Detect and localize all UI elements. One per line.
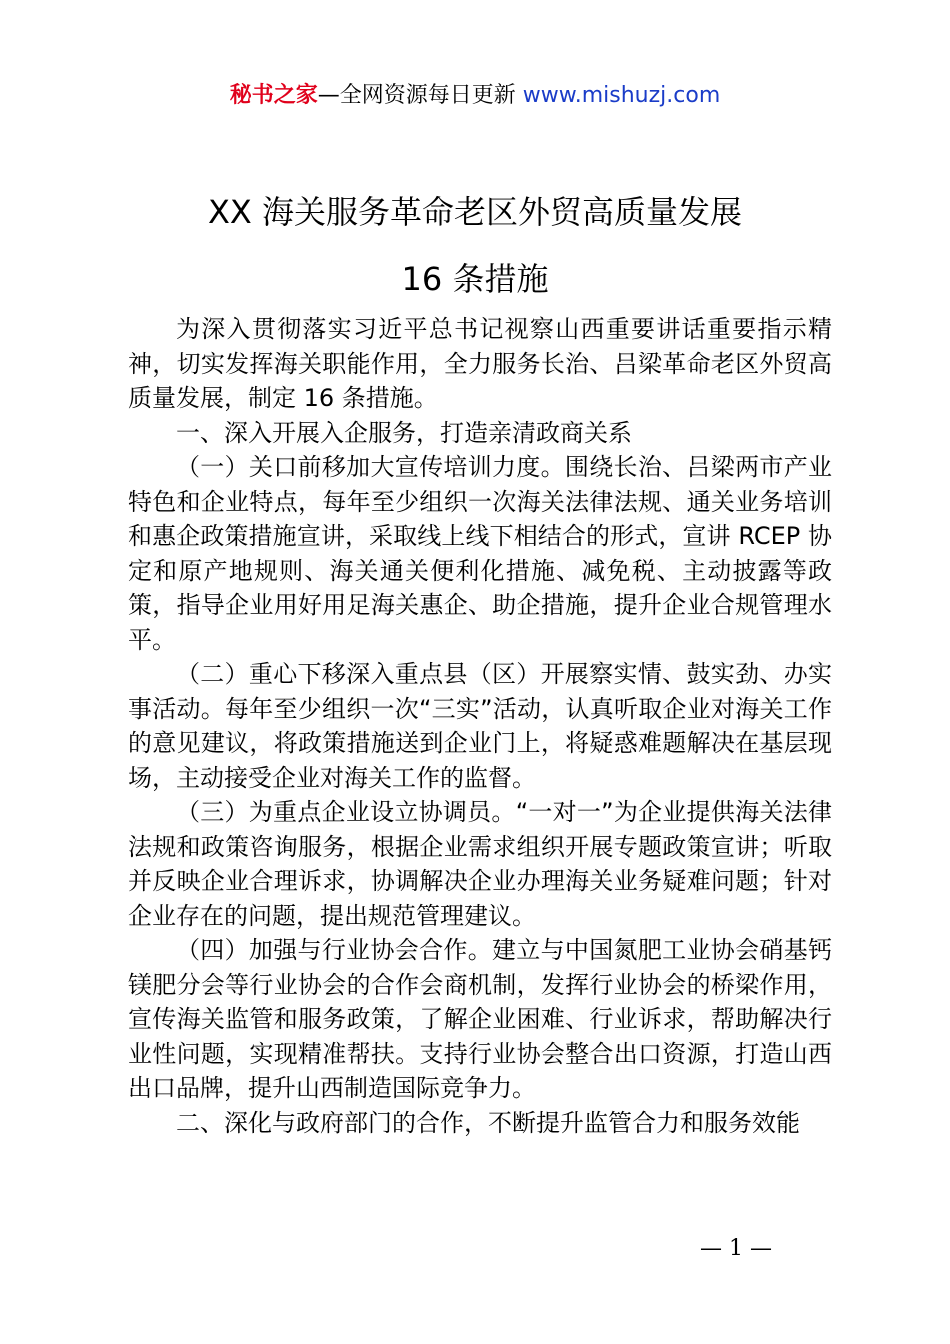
site-header	[0, 80, 950, 112]
document-body	[128, 312, 832, 1140]
section-heading-2: 二、深化与政府部门的合作，不断提升监管合力和服务效能	[176, 1108, 800, 1137]
measure-paragraph-3: （三）为重点企业设立协调员。“一对一”为企业提供海关法律法规和政策咨询服务，根据企业需求组织开展专题政策宣讲；听取并反映企业合理诉求，协调解决企业办理海关业务疑难问题；针对企业存在的问题，提出规范管理建议。	[128, 798, 832, 930]
measure-paragraph-4: （四）加强与行业协会合作。建立与中国氮肥工业协会硝基钙镁肥分会等行业协会的合作会商机制，发挥行业协会的桥梁作用，宣传海关监管和服务政策，了解企业困难、行业诉求，帮助解决行业性问题，实现精准帮扶。支持行业协会整合出口资源，打造山西出口品牌，提升山西制造国际竞争力。	[128, 936, 832, 1102]
measure-paragraph-1: （一）关口前移加大宣传培训力度。围绕长治、吕梁两市产业特色和企业特点，每年至少组织一次海关法律法规、通关业务培训和惠企政策措施宣讲，采取线上线下相结合的形式，宣讲 RCEP 协定和原产地规则、海关通关便利化措施、减免税、主动披露等政策，指导企业用好用足海关惠企、助企措施，提升企业合规管理水平。	[128, 453, 832, 654]
site-url-link[interactable]: www.mishuzj.com	[522, 83, 721, 108]
intro-paragraph: 为深入贯彻落实习近平总书记视察山西重要讲话重要指示精神，切实发挥海关职能作用，全力服务长治、吕梁革命老区外贸高质量发展，制定 16 条措施。	[128, 315, 832, 412]
site-brand: 秘书之家	[229, 83, 318, 108]
document-title-line-2: 16 条措施	[401, 260, 549, 298]
document-title-line-1: XX 海关服务革命老区外贸高质量发展	[207, 193, 743, 231]
section-heading-1: 一、深入开展入企服务，打造亲清政商关系	[176, 418, 632, 447]
page-number: — 1 —	[700, 1236, 772, 1261]
site-slogan: —全网资源每日更新	[317, 83, 516, 108]
measure-paragraph-2: （二）重心下移深入重点县（区）开展察实情、鼓实劲、办实事活动。每年至少组织一次“三实”活动，认真听取企业对海关工作的意见建议，将政策措施送到企业门上，将疑惑难题解决在基层现场，主动接受企业对海关工作的监督。	[128, 660, 832, 792]
